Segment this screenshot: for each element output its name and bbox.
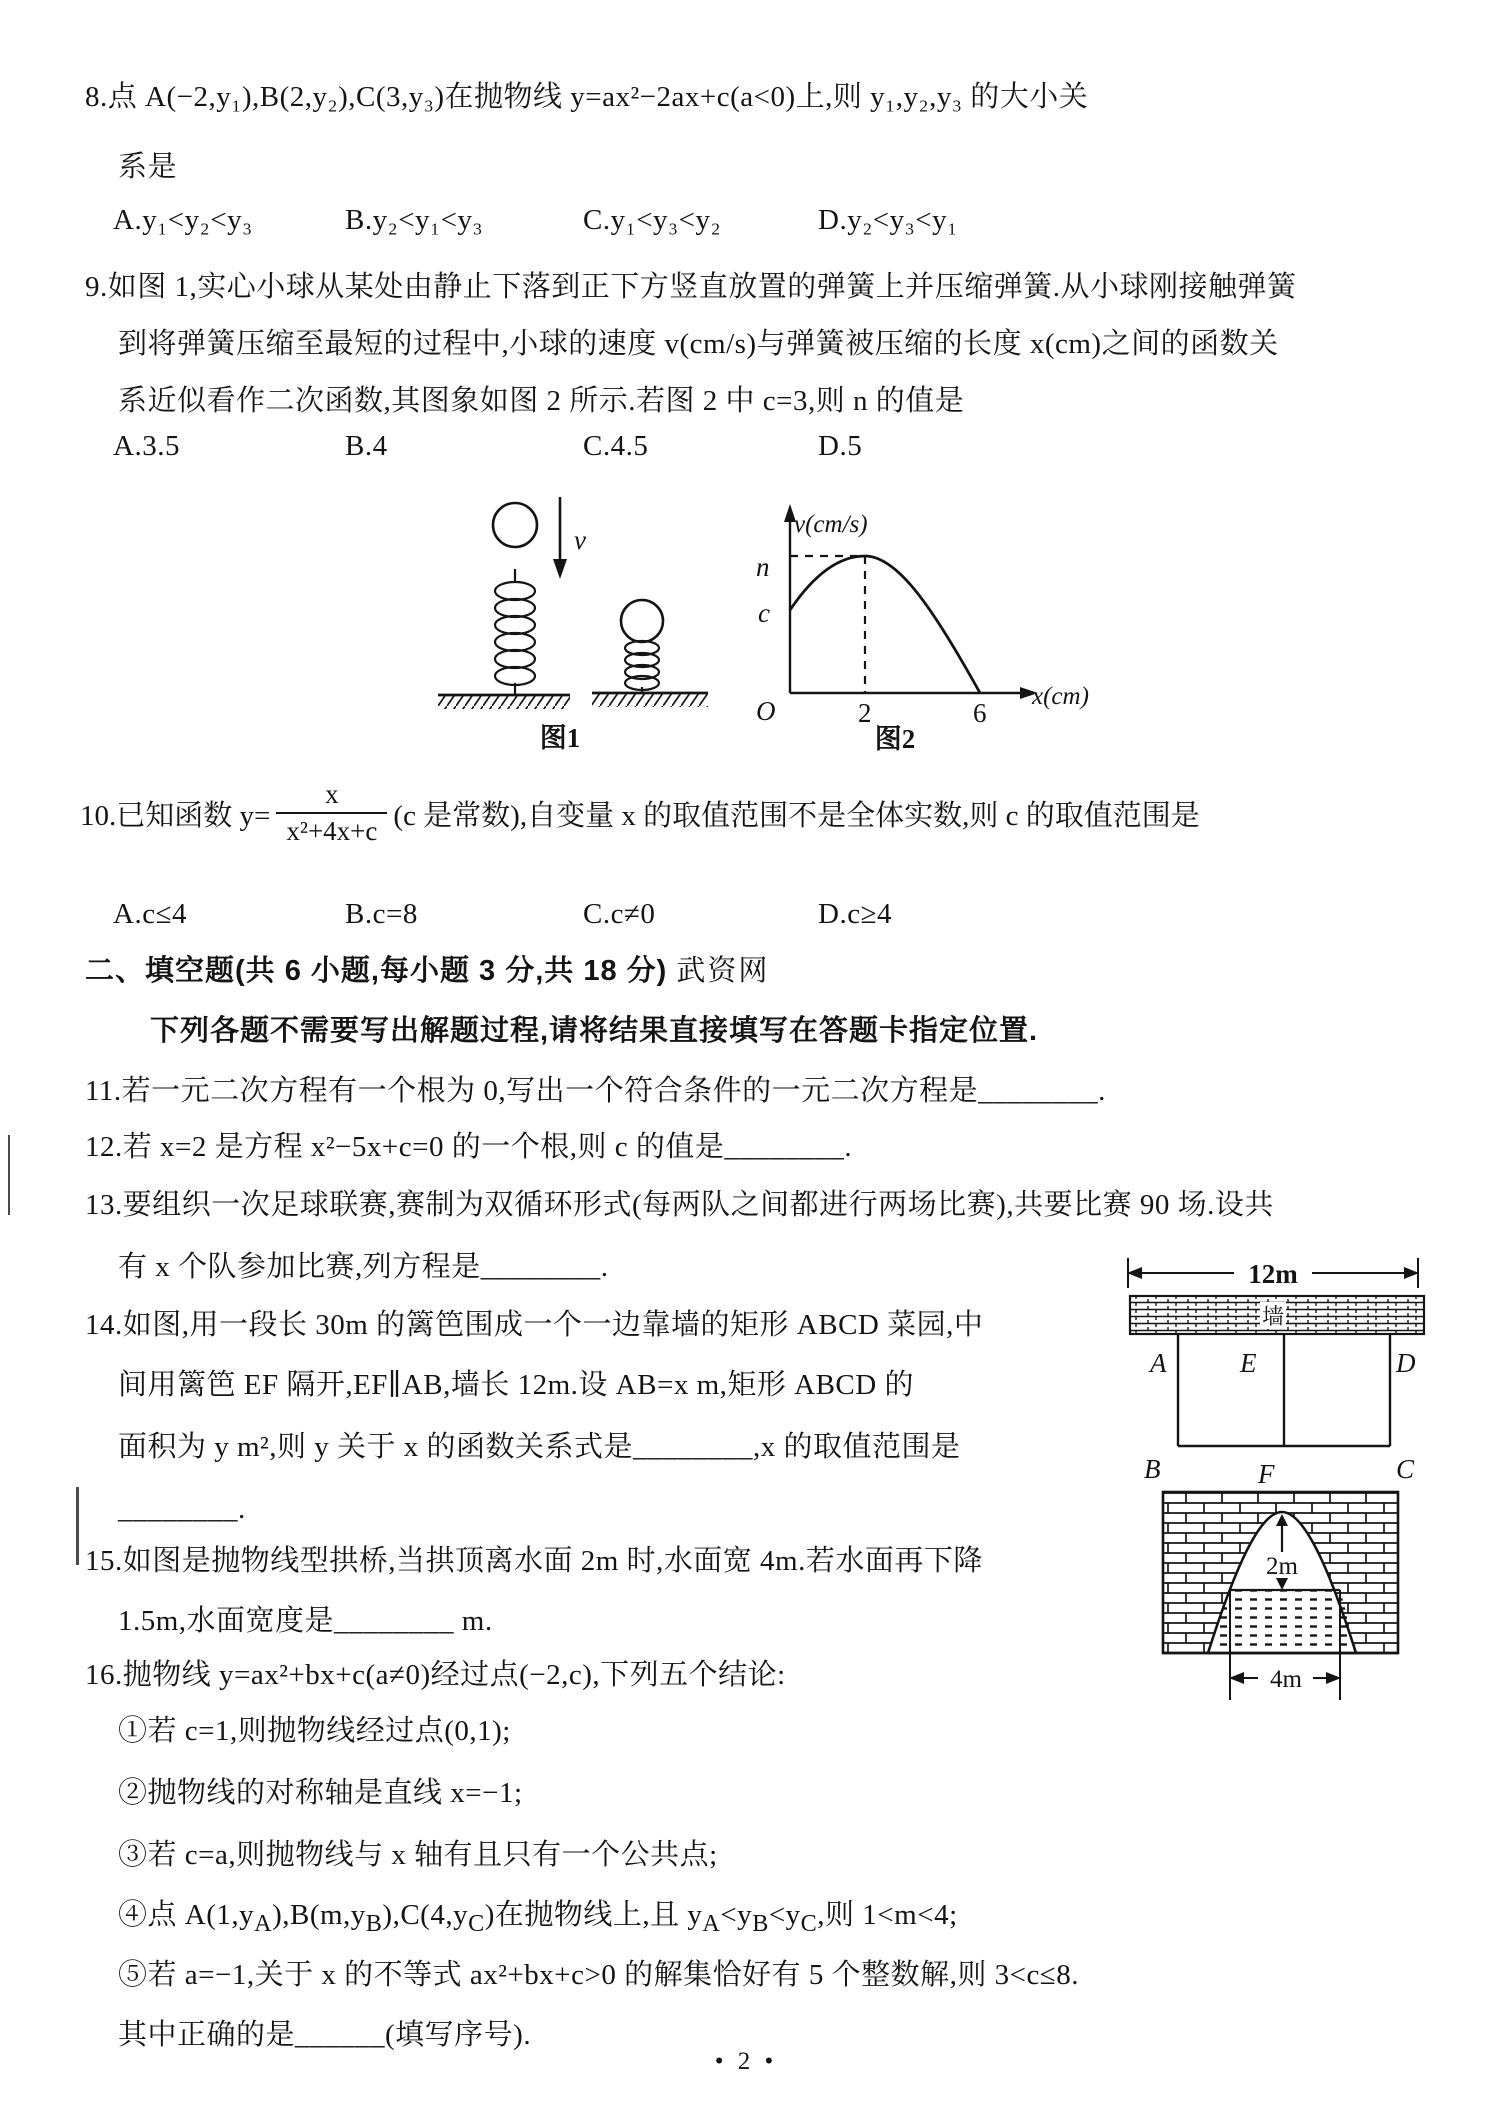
dimension-4m-label: 4m	[1270, 1666, 1302, 1693]
q10-suffix: (c 是常数),自变量 x 的取值范围不是全体实数,则 c 的取值范围是	[393, 799, 1200, 832]
q13-line-1: 13.要组织一次足球联赛,赛制为双循环形式(每两队之间都进行两场比赛),共要比赛 90 场.设共	[85, 1189, 1274, 1221]
label-D: D	[1396, 1348, 1416, 1378]
q8-line-1: 8.点 A(−2,y₁),B(2,y₂),C(3,y₃)在抛物线 y=ax²−2ax+c(a<0)上,则 y₁,y₂,y₃ 的大小关	[85, 81, 1089, 113]
q8-option-d: D.y₂<y₃<y₁	[818, 204, 958, 236]
q10-denominator: x²+4x+c	[276, 812, 387, 849]
c-label: c	[758, 598, 770, 628]
q16-conclusion-4: ④点 $A(1,y_A),B(m,y_B),C(4,y_C)$在抛物线上,且 $y_A<y_B<y_C$,则 1<m<4;	[118, 1899, 958, 1937]
falling-ball-icon	[493, 503, 537, 547]
q9-options	[0, 430, 1492, 472]
figure1-caption: 图1	[539, 723, 581, 753]
arch-figure	[1158, 1478, 1426, 1723]
q9-line-2: 到将弹簧压缩至最短的过程中,小球的速度 v(cm/s)与弹簧被压缩的长度 x(cm)之间的函数关	[118, 328, 1279, 360]
x-axis-label: x(cm)	[1032, 683, 1089, 710]
q11-line-1: 11.若一元二次方程有一个根为 0,写出一个符合条件的一元二次方程是________.	[85, 1075, 1106, 1107]
q9-option-d: D.5	[818, 430, 863, 462]
x-axis	[790, 687, 1038, 699]
section2-title: 二、填空题(共 6 小题,每小题 3 分,共 18 分)	[85, 955, 668, 987]
velocity-label: v	[574, 525, 586, 555]
q8-option-a: A.y₁<y₂<y₃	[113, 204, 253, 236]
parabola-curve	[790, 556, 980, 693]
tick-6: 6	[973, 698, 987, 728]
q10-options	[0, 898, 1492, 940]
q9-line-3: 系近似看作二次函数,其图象如图 2 所示.若图 2 中 c=3,则 n 的值是	[118, 385, 965, 417]
q9-option-a: A.3.5	[113, 430, 180, 462]
section2-header	[85, 952, 769, 990]
q10-fraction	[276, 778, 387, 849]
compressed-spring-icon	[625, 641, 659, 693]
velocity-arrow	[553, 497, 567, 579]
scan-artifact-line	[8, 1135, 10, 1215]
section2-note: 下列各题不需要写出解题过程,请将结果直接填写在答题卡指定位置.	[150, 1015, 1039, 1047]
dashed-guides	[790, 556, 865, 693]
q10-numerator: x	[325, 779, 339, 809]
figure1-ball-spring	[420, 485, 720, 763]
scan-artifact-line	[76, 1487, 79, 1565]
q8-line-2: 系是	[118, 151, 178, 183]
figure2-caption: 图2	[874, 724, 916, 754]
q16-conclusion-2: ②抛物线的对称轴是直线 x=−1;	[118, 1777, 523, 1809]
spring-icon	[495, 569, 535, 695]
q8-option-b: B.y₂<y₁<y₃	[345, 204, 484, 236]
q15-line-1: 15.如图是抛物线型拱桥,当拱顶离水面 2m 时,水面宽 4m.若水面再下降	[85, 1545, 983, 1577]
label-F: F	[1258, 1459, 1275, 1489]
q14-line-4: ________.	[118, 1493, 246, 1525]
label-C: C	[1396, 1454, 1415, 1484]
q8-option-c: C.y₁<y₃<y₂	[583, 204, 722, 236]
q8-options	[0, 204, 1492, 246]
q9-option-b: B.4	[345, 430, 388, 462]
q16-conclusion-3: ③若 c=a,则抛物线与 x 轴有且只有一个公共点;	[118, 1839, 718, 1871]
q16-answer-line: 其中正确的是______(填写序号).	[118, 2019, 532, 2051]
label-B: B	[1144, 1454, 1161, 1484]
q10-option-a: A.c≤4	[113, 898, 187, 930]
q14-line-3: 面积为 y m²,则 y 关于 x 的函数关系式是________,x 的取值范围是	[118, 1431, 961, 1463]
q10-option-d: D.c≥4	[818, 898, 892, 930]
wall-label: 墙	[1261, 1304, 1285, 1329]
dimension-2m-label: 2m	[1266, 1553, 1298, 1580]
q14-line-2: 间用篱笆 EF 隔开,EF∥AB,墙长 12m.设 AB=x m,矩形 ABCD 的	[118, 1369, 914, 1401]
q10-line	[80, 778, 1200, 849]
q10-option-c: C.c≠0	[583, 898, 656, 930]
q9-line-1: 9.如图 1,实心小球从某处由静止下落到正下方竖直放置的弹簧上并压缩弹簧.从小球刚接触弹簧	[85, 271, 1297, 303]
garden-figure	[1122, 1250, 1432, 1488]
n-label: n	[756, 552, 770, 582]
dimension-12m-label: 12m	[1248, 1259, 1298, 1289]
q12-line-1: 12.若 x=2 是方程 x²−5x+c=0 的一个根,则 c 的值是________.	[85, 1131, 853, 1163]
q13-line-2: 有 x 个队参加比赛,列方程是________.	[118, 1251, 609, 1283]
garden-rectangle	[1178, 1334, 1390, 1446]
q10-option-b: B.c=8	[345, 898, 418, 930]
y-axis-label: v(cm/s)	[794, 511, 868, 538]
q14-line-1: 14.如图,用一段长 30m 的篱笆围成一个一边靠墙的矩形 ABCD 菜园,中	[85, 1309, 984, 1341]
q10-prefix: 10.已知函数 y=	[80, 799, 271, 832]
section2-watermark: 武资网	[676, 955, 770, 987]
ground-hatch-left	[438, 695, 570, 709]
q16-conclusion-1: ①若 c=1,则抛物线经过点(0,1);	[118, 1715, 511, 1747]
label-A: A	[1150, 1348, 1167, 1378]
q16-line-1: 16.抛物线 y=ax²+bx+c(a≠0)经过点(−2,c),下列五个结论:	[85, 1659, 786, 1691]
label-E: E	[1240, 1348, 1257, 1378]
ground-hatch-right	[592, 693, 708, 707]
q9-option-c: C.4.5	[583, 430, 649, 462]
resting-ball-icon	[621, 600, 663, 642]
page-number: • 2 •	[714, 2048, 778, 2075]
origin-label: O	[756, 696, 776, 726]
q15-line-2: 1.5m,水面宽度是________ m.	[118, 1605, 493, 1637]
figure2-graph	[730, 488, 1130, 760]
q16-conclusion-5: ⑤若 a=−1,关于 x 的不等式 ax²+bx+c>0 的解集恰好有 5 个整数解,则 3<c≤8.	[118, 1959, 1079, 1991]
tick-2: 2	[858, 698, 872, 728]
